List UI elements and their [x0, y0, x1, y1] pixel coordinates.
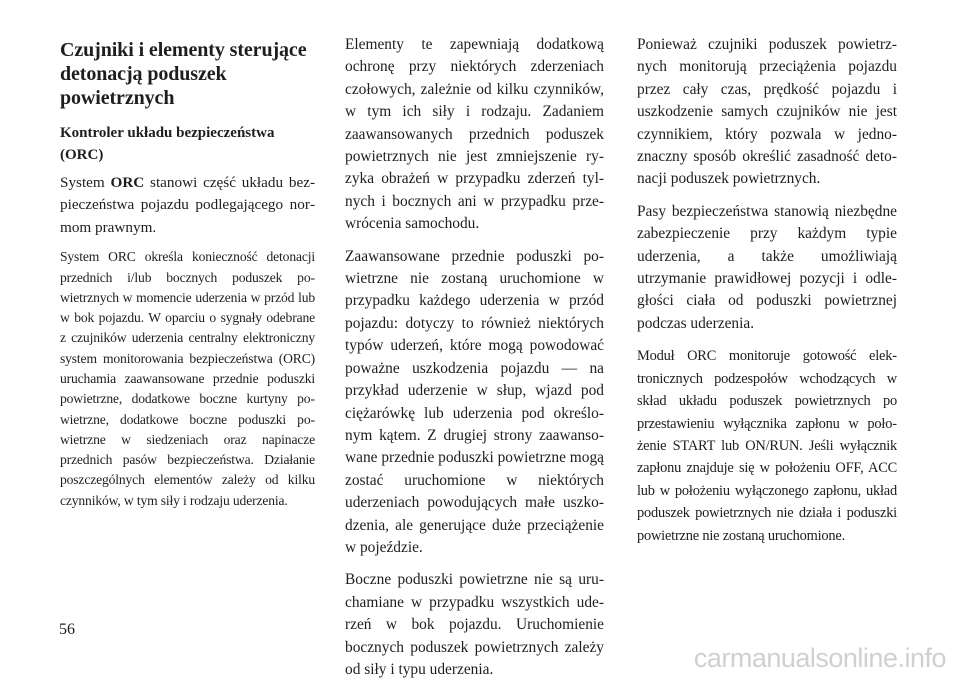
- column-right: [637, 34, 897, 555]
- subsection-title: Kontroler układu bezpieczeństwa (ORC): [60, 125, 275, 163]
- paragraph-frontal-deployment: Zaawansowane przednie poduszki powietrzne nie zostaną uruchomione w przypadku każdego uderzenia w przód pojazdu: dotyczy to również niektórych typów uderzeń, które mogą powodować poważne uszkodzenia pojazdu — na przykład uderzenie w słup, wjazd pod ciężarówkę lub uderzenia pod określonym kątem. Z drugiej strony zaawansowane przednie poduszki powietrzne mogą zostać uruchomione w niektórych uderzeniach powodujących małe uszkodzenia, ale generujące duże przeciążenie w pojeździe.: [345, 247, 604, 556]
- watermark: carmanualsonline.info: [693, 643, 946, 673]
- paragraph-orc-function: System ORC określa konieczność detonacji przednich i/lub bocznych poduszek powietrznych w momencie uderzenia w przód lub w bok pojazdu. W oparciu o sygnały odebrane z czujników uderzenia centralny elektroniczny system monitorowania bezpieczeństwa (ORC) uruchamia zaawansowane przednie poduszki powietrzne, dodatkowe boczne kurtyny powietrzne, dodatkowe boczne poduszki powietrzne w siedzeniach oraz napinacze przednich pasów bezpieczeństwa. Działanie poszczególnych elementów zależy od kilku czynników, w tym siły i rodzaju uderzenia.: [60, 249, 315, 508]
- paragraph-seat-belts: Pasy bezpieczeństwa stanowią niezbędne zabezpieczenie przy każdym typie uderzenia, a także umożliwiają utrzymanie prawidłowej pozycji i odległości ciała od poduszki powietrznej podczas uderzenia.: [637, 202, 897, 332]
- paragraph-frontal-protection: Elementy te zapewniają dodatkową ochronę przy niektórych zderzeniach czołowych, zależnie od kilku czynników, w tym ich siły i rodzaju. Zadaniem zaawansowanych przednich poduszek powietrznych nie jest zmniejszenie ryzyka obrażeń w przypadku zderzeń tylnych i bocznych ani w przypadku przewrócenia samochodu.: [345, 36, 604, 233]
- paragraph-sensors: Ponieważ czujniki poduszek powietrznych monitorują przeciążenia pojazdu przez cały czas, prędkość pojazdu i uszkodzenie samych czujników nie jest czynnikiem, który pozwala w jednoznaczny sposób określić zasadność detonacji poduszek powietrznych.: [637, 36, 897, 188]
- section-title: Czujniki i elementy sterujące detonacją poduszek powietrznych: [60, 39, 307, 109]
- column-middle: [345, 34, 604, 678]
- column-left: [60, 38, 315, 519]
- paragraph-orc-intro-prefix: System: [60, 174, 111, 191]
- paragraph-side-airbags: Boczne poduszki powietrzne nie są uruchamiane w przypadku wszystkich uderzeń w bok pojazdu. Uruchomienie bocznych poduszek powietrznych zależy od siły i typu uderzenia.: [345, 571, 604, 678]
- page-number: 56: [59, 621, 75, 638]
- paragraph-orc-monitoring: Moduł ORC monitoruje gotowość elektronicznych podzespołów wchodzących w skład układu poduszek powietrznych po przestawieniu wyłącznika zapłonu w położenie START lub ON/RUN. Jeśli wyłącznik zapłonu znajduje się w położeniu OFF, ACC lub w położeniu wyłączonego zapłonu, układ poduszek powietrznych nie działa i poduszki powietrzne nie zostaną uruchomione.: [637, 348, 897, 544]
- paragraph-orc-intro-rest: stanowi część układu bezpieczeństwa pojazdu podlegającego normom prawnym.: [60, 174, 315, 236]
- paragraph-orc-intro: [60, 172, 315, 239]
- orc-brand-label: ORC: [110, 174, 145, 191]
